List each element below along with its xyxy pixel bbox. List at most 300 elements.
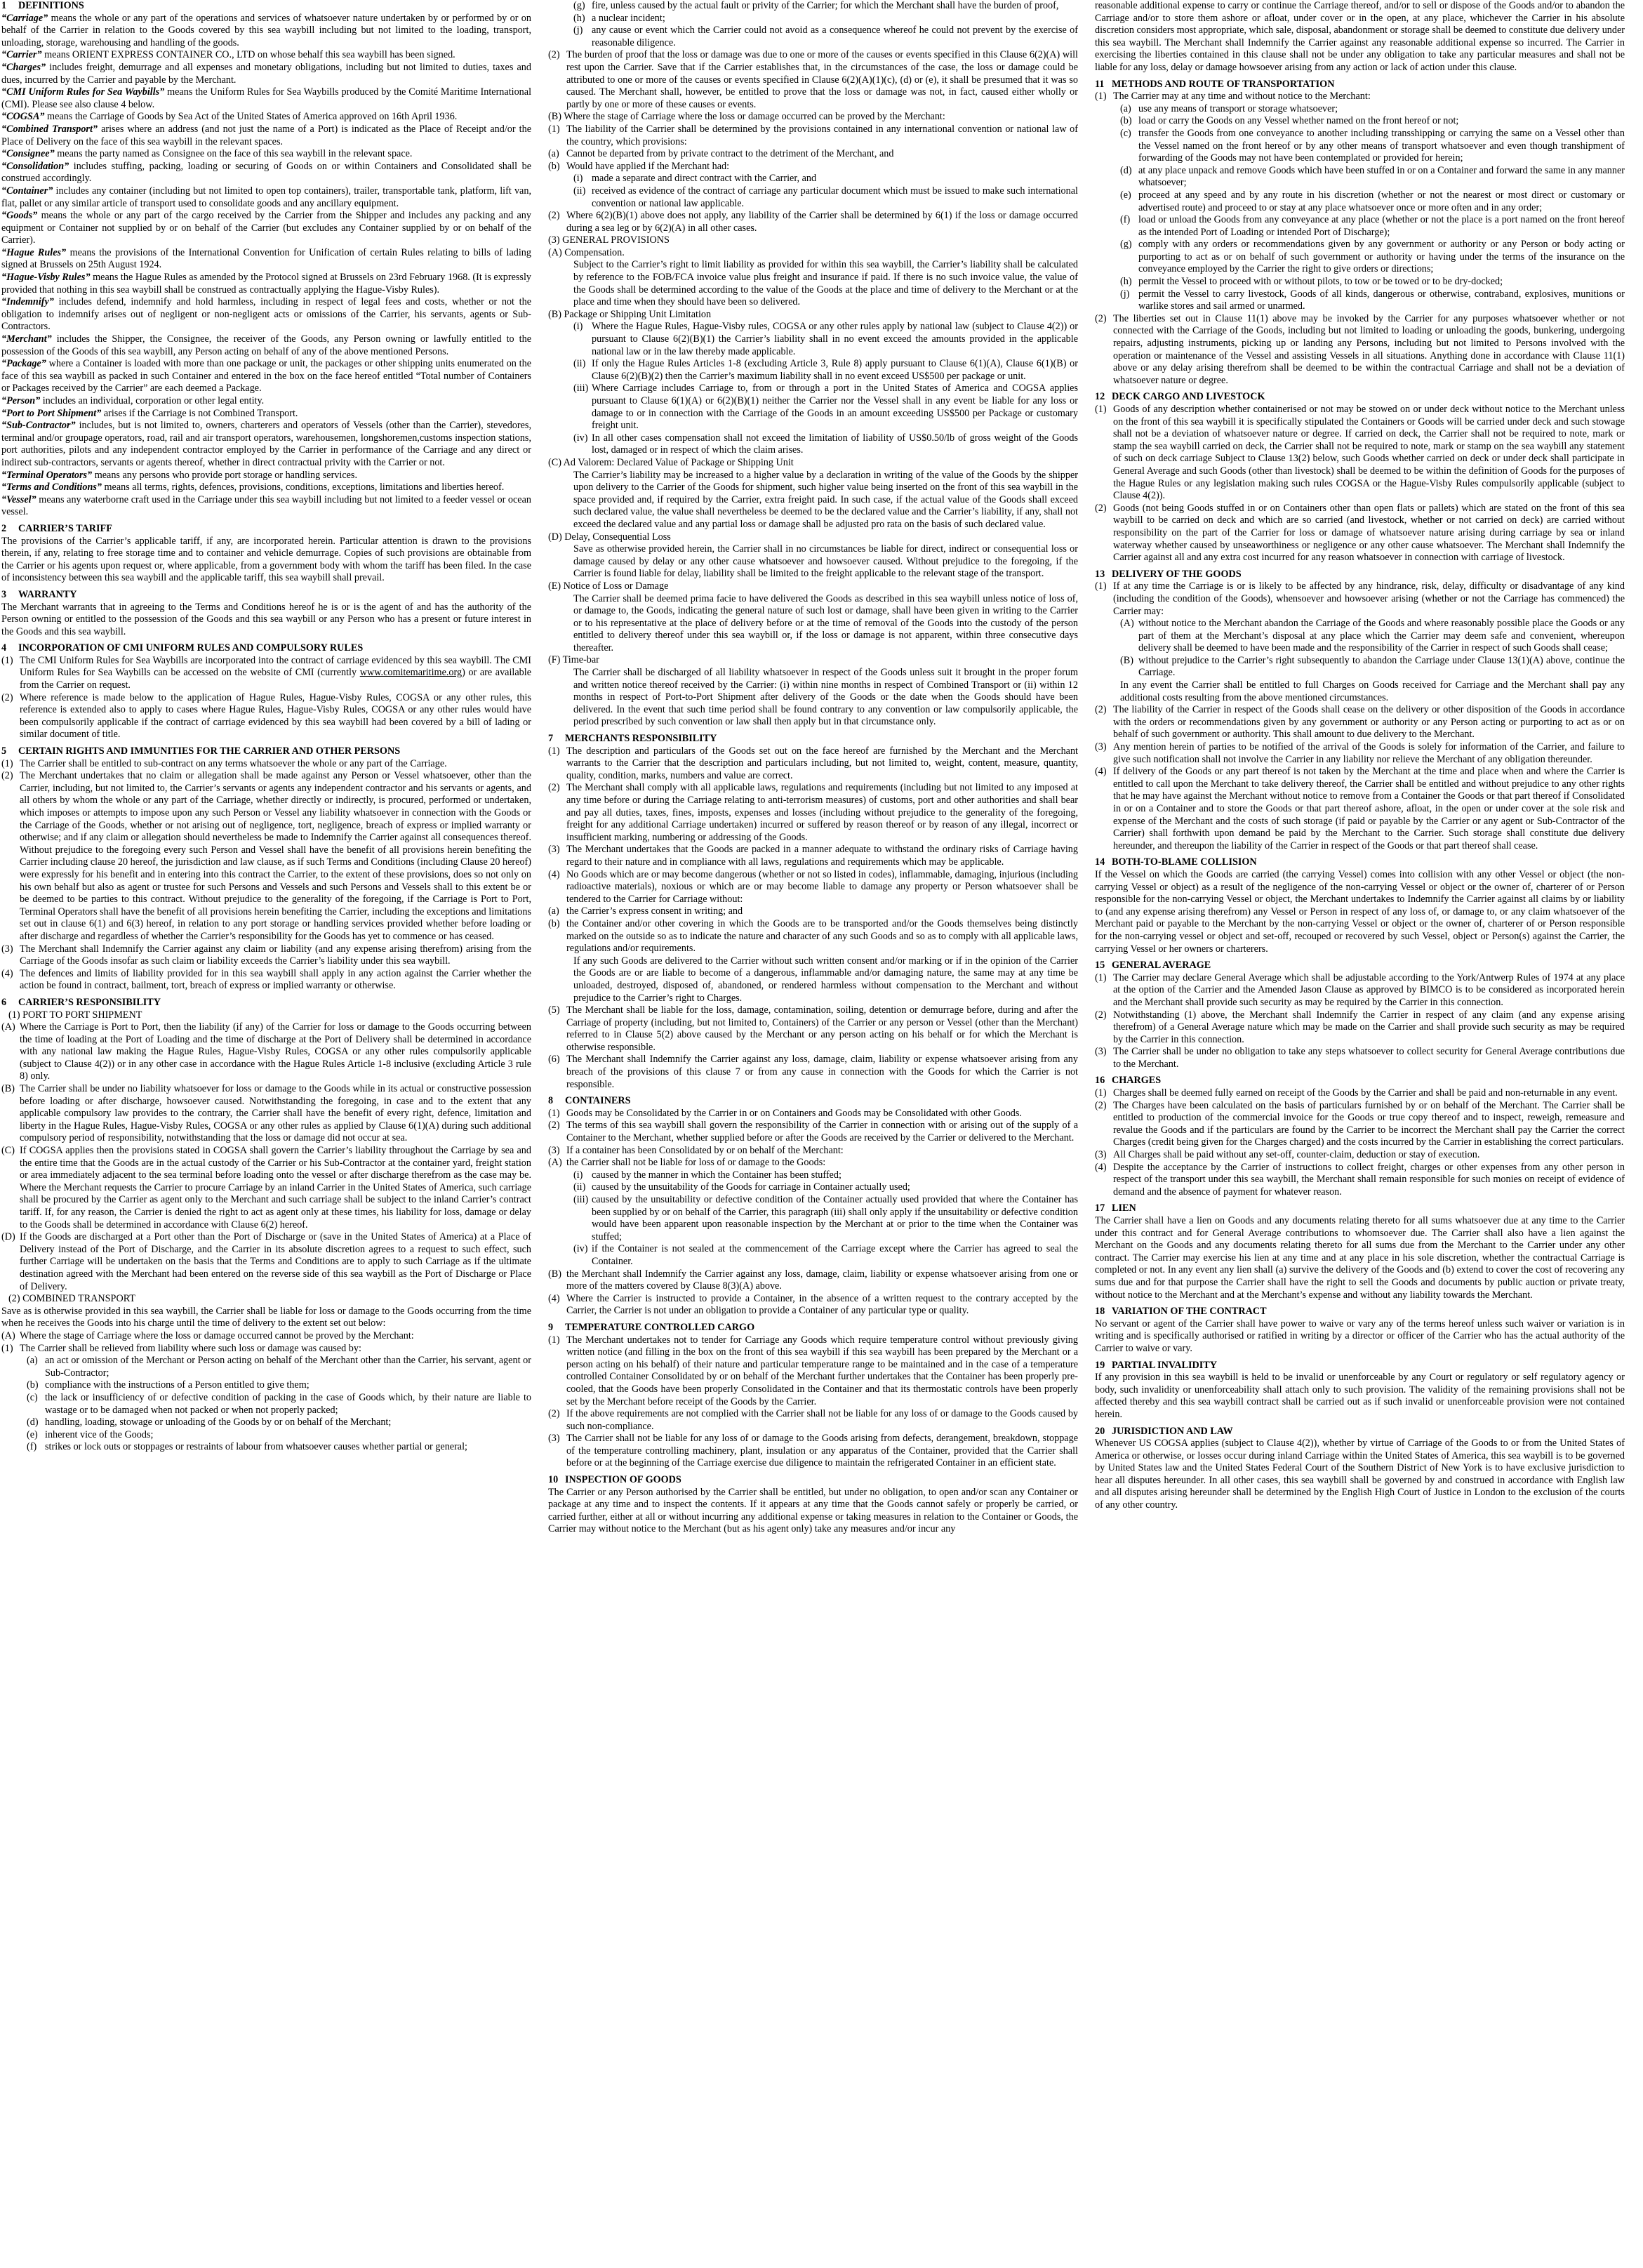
- sub-clause-label: (A): [1, 1021, 15, 1033]
- clause-9: [548, 1322, 1078, 1470]
- definition-entry: [1, 470, 531, 482]
- clause-number: 1: [1, 0, 7, 11]
- defined-term: “Vessel”: [1, 493, 36, 505]
- column-3: [1095, 0, 1625, 2268]
- clause-heading: [548, 733, 1078, 745]
- definition-entry: [1, 395, 531, 408]
- indented-paragraph: If any such Goods are delivered to the Carrier without such written consent and/or marking or if in the opinion of the Carrier the Goods are or are liable to become of a dangerous, inflammable and/or damaging nature, the same may at any time be unloaded, destroyed, disposed of, abandoned, or rendered harmless without compensation to the Merchant and without prejudice to the Carrier’s right to Charges.: [573, 955, 1078, 1004]
- defined-term: “Terminal Operators”: [1, 469, 93, 481]
- sub-clause-label: (f): [27, 1441, 37, 1453]
- sub-clause: [1095, 618, 1625, 655]
- sub-clause-label: (3): [1095, 741, 1107, 753]
- clause-number: 5: [1, 745, 7, 757]
- sub-heading: (2) COMBINED TRANSPORT: [8, 1293, 135, 1305]
- indented-paragraph: The Carrier’s liability may be increased to a higher value by a declaration in writing of the value of the Goods by the shipper upon delivery to the Carrier of the Goods for shipment, such higher value being inserted on the front of this sea waybill in the space provided and, if required by the Carrier, extra freight paid. In such case, if the actual value of the Goods shall exceed such declared value, the value shall nevertheless be deemed to be the declared value and the Carrier’s liability, if any, shall not exceed the declared value and any partial loss or damage shall be adjusted pro rata on the basis of such declared value.: [573, 469, 1078, 530]
- column-2: [548, 0, 1078, 2268]
- sub-heading: (C) Ad Valorem: Declared Value of Package or Shipping Unit: [548, 456, 794, 468]
- sub-clause: [548, 0, 1078, 13]
- sub-clause-label: (D): [1, 1231, 15, 1243]
- clause-heading: [1095, 1426, 1625, 1438]
- clause-title: JURISDICTION AND LAW: [1112, 1425, 1233, 1437]
- defined-term: “Container”: [1, 185, 53, 197]
- sub-clause-text: Where the Carriage is Port to Port, then the liability (if any) of the Carrier for loss or damage to the Goods occurring between the time of loading at the Port of Loading and the time of discharge at the Port of Delivery shall be determined in accordance with any national law making the Hague Rules, Hague-Visby Rules, COGSA or any other rules compulsorily applicable (subject to Clause 4(2)) or in any other case in accordance with the Hague Rules Article 1-8 inclusive (excluding Article 3 rule 8) only.: [20, 1021, 531, 1082]
- sub-clause: [1, 692, 531, 741]
- definition-text: arises where an address (and not just the name of a Port) is indicated as the Place of Receipt and/or the Place of Delivery on the face of this sea waybill in the relevant spaces.: [1, 123, 531, 147]
- clause-title: CONTAINERS: [565, 1095, 631, 1107]
- definition-entry: [1, 148, 531, 161]
- sub-clause-label: (2): [548, 49, 560, 61]
- sub-clause-label: (3): [1095, 1149, 1107, 1161]
- sub-clause: [1095, 115, 1625, 128]
- sub-clause-label: (iv): [573, 1243, 588, 1255]
- sub-clause: [548, 1268, 1078, 1293]
- clause-number: 4: [1, 642, 7, 654]
- sub-clause-text: proceed at any speed and by any route in his discretion (whether or not the nearest or most direct or customary or advertised route) and proceed to or stay at any place whatsoever once or more often and in any order;: [1138, 189, 1625, 213]
- sub-clause-label: (1): [548, 1107, 560, 1119]
- sub-clause-label: (4): [548, 1292, 560, 1304]
- definition-text: means the whole or any part of the operations and services of whatsoever nature undertaken by or performed by or on behalf of the Carrier in relation to the Goods covered by this sea waybill including but not limited to the loading, transport, unloading, storage, warehousing and handling of the goods.: [1, 12, 531, 48]
- sub-clause-text: No Goods which are or may become dangerous (whether or not so listed in codes), inflammable, damaging, injurious (including radioactive materials), noxious or which are or may become liable to damage any property or Person whatsoever shall be tendered to the Carrier for Carriage without:: [566, 868, 1078, 905]
- sub-clause-text: Where the Carrier is instructed to provide a Container, in the absence of a written request to the contrary accepted by the Carrier, the Carrier is not under an obligation to provide a Container of any particular type or quality.: [566, 1292, 1078, 1317]
- sub-clause-text: The Merchant undertakes not to tender for Carriage any Goods which require temperature control without previously giving written notice (and filling in the box on the front of this sea waybill if this sea waybill has been prepared by the Merchant or a person acting on his behalf) of their nature and particular temperature range to be maintained and in the case of a temperature controlled Container Consolidated by or on behalf of the Merchant further undertakes that the Container has been properly pre-cooled, that the Goods have been properly Consolidated in the Container and that its thermostatic controls have been properly set by the Merchant before receipt of the Goods by the Carrier.: [566, 1334, 1078, 1407]
- sub-clause-text: handling, loading, stowage or unloading of the Goods by or on behalf of the Merchant;: [45, 1417, 392, 1428]
- sub-clause: [1095, 1087, 1625, 1100]
- clause-continuation: [548, 0, 1078, 729]
- sub-clause-text: the Container and/or other covering in which the Goods are to be transported and/or the Goods themselves being distinctly marked on the outside so as to indicate the nature and character of any such Goods and so as to comply with all applicable laws, regulations and/or requirements.: [566, 917, 1078, 955]
- sub-clause-text: any cause or event which the Carrier could not avoid as a consequence whereof he could not prevent by the exercise of reasonable diligence.: [592, 25, 1078, 48]
- sub-clause: [1095, 103, 1625, 116]
- sub-clause-label: (b): [27, 1379, 39, 1391]
- sub-clause: [548, 1334, 1078, 1409]
- sub-clause-label: (1): [548, 123, 560, 135]
- sub-clause-label: (2): [1, 691, 13, 703]
- sub-clause: [548, 1181, 1078, 1194]
- defined-term: “Hague Rules”: [1, 246, 67, 258]
- sub-clause: [548, 185, 1078, 210]
- sub-clause-text: Would have applied if the Merchant had:: [566, 160, 730, 172]
- sub-clause-text: an act or omission of the Merchant or Person acting on behalf of the Merchant other than the Carrier, his servant, agent or Sub-Contractor;: [45, 1355, 531, 1379]
- sub-clause: [548, 1004, 1078, 1054]
- clause-2: [1, 523, 531, 585]
- sub-clause-label: (b): [1120, 115, 1132, 127]
- definition-text: means the provisions of the International Convention for Unification of certain Rules relating to bills of lading signed at Brussels on 25th August 1924.: [1, 246, 531, 271]
- sub-clause-label: (c): [27, 1391, 38, 1403]
- sub-clause-text: The Carrier shall be under no liability whatsoever for loss or damage to the Goods while in its actual or constructive possession before loading or after discharge, howsoever caused. Notwithstanding the foregoing, in case and to the extent that any applicable compulsory law provides to the contrary, the Carrier shall have the benefit of every right, defence, limitation and liberty in the Hague Rules, Hague-Visby Rules, COGSA or any other rules as applied by Clause 6(1)(A) during such additional compulsory period of responsibility, notwithstanding that the loss or damage did not occur at sea.: [20, 1083, 531, 1144]
- clause-title: PARTIAL INVALIDITY: [1112, 1359, 1217, 1371]
- sub-clause: [1, 758, 531, 771]
- indented-paragraph: Subject to the Carrier’s right to limit liability as provided for within this sea waybill, the Carrier’s liability shall be calculated by reference to the FOB/FCA invoice value plus freight and insurance if paid. If there is no such invoice value, the value of the Goods shall be determined according to the value of the Goods at the place and time of delivery to the Merchant or at the place and time when they should have been so delivered.: [573, 259, 1078, 308]
- definition-entry: [1, 185, 531, 210]
- sub-clause-label: (B): [548, 1268, 561, 1280]
- sub-clause: [548, 918, 1078, 955]
- definition-text: means any waterborne craft used in the Carriage under this sea waybill including but not limited to a feeder vessel or ocean vessel.: [1, 493, 531, 518]
- sub-clause: [548, 321, 1078, 358]
- definition-text: includes stuffing, packing, loading or securing of Goods on or within Containers and Consolidated shall be construed accordingly.: [1, 160, 531, 185]
- defined-term: “Port to Port Shipment”: [1, 407, 102, 419]
- defined-term: “Terms and Conditions”: [1, 482, 102, 493]
- sub-clause-label: (1): [1, 654, 13, 666]
- definition-entry: [1, 49, 531, 62]
- sub-clause-label: (1): [548, 1334, 560, 1346]
- sub-clause-label: (f): [1120, 214, 1131, 226]
- clause-3: [1, 589, 531, 638]
- sub-clause-text: The defences and limits of liability provided for in this sea waybill shall apply in any action against the Carrier whether the action be found in contract, bailment, tort, breach of express or implied warranty or otherwise.: [20, 967, 531, 992]
- sub-clause: [1095, 313, 1625, 387]
- sub-clause-label: (A): [548, 1157, 562, 1169]
- sub-clause-label: (5): [548, 1004, 560, 1016]
- sub-clause: [1095, 972, 1625, 1009]
- clause-17: [1095, 1202, 1625, 1301]
- defined-term: “Goods”: [1, 210, 38, 222]
- sub-clause: [1, 1343, 531, 1355]
- sub-clause-label: (1): [1, 1342, 13, 1354]
- sub-clause-text: Goods of any description whether containerised or not may be stowed on or under deck without notice to the Merchant unless on the front of this sea waybill it is specifically stipulated the Containers or Goods will be carried under deck and such stowage shall not be a deviation of whatsoever nature or degree. If carried on deck, the Carrier shall not be required to note, mark or stamp the sea waybill carried on deck, the Carrier shall not be required to note, mark or stamp on the sea waybill any statement of such on deck carriage Subject to Clause 13(2) below, such Goods whether carried on deck or under deck shall participate in General Average and such Goods (other than livestock) shall be deemed to be within the definition of Goods for the purposes of the Hague Rules or any legislation making such rules COGSA or the Hague-Visby Rules compulsorily applicable (subject to Clause 4(2)).: [1113, 404, 1625, 502]
- sub-clause: [1095, 1162, 1625, 1199]
- sub-clause: [1, 1083, 531, 1145]
- sub-clause: [1095, 190, 1625, 214]
- sub-clause-text: If COGSA applies then the provisions stated in COGSA shall govern the Carrier’s liability throughout the Carriage by sea and the entire time that the Goods are in the actual custody of the Carrier or his Sub-Contractor at the container yard, freight station or area immediately adjacent to the sea terminal before loading onto the vessel or after discharge therefrom as the case may be. Where the Merchant requests the Carrier to procure Carriage by an inland Carrier in the United States of America, such carriage shall be procured by the Carrier as agent only to the Merchant and such carriage shall be subject to the inland Carrier’s contract tariff. If, for any reason, the Carrier is denied the right to act as agent only at these times, his liability for loss, damage or delay to the Goods shall be determined in accordance with Clause 6(2) hereof.: [20, 1145, 531, 1231]
- definition-entry: [1, 333, 531, 358]
- sub-clause: [1095, 1046, 1625, 1070]
- sub-clause: [548, 173, 1078, 185]
- sub-clause-text: Cannot be departed from by private contract to the detriment of the Merchant, and: [566, 148, 894, 160]
- sub-clause-text: The CMI Uniform Rules for Sea Waybills are incorporated into the contract of carriage evidenced by this sea waybill. The CMI Uniform Rules for Sea Waybills can be accessed on the website of CMI (currently www.comitemaritime.org) or are available from the Carrier on request.: [20, 654, 531, 691]
- sub-clause-text: a nuclear incident;: [592, 12, 665, 24]
- sub-clause: [1, 1429, 531, 1442]
- sub-clause-label: (ii): [573, 185, 586, 197]
- sub-clause-text: fire, unless caused by the actual fault or privity of the Carrier; for which the Merchant shall have the burden of proof,: [592, 0, 1059, 11]
- clause-title: METHODS AND ROUTE OF TRANSPORTATION: [1112, 78, 1335, 90]
- clause-number: 16: [1095, 1075, 1105, 1087]
- clause-heading: [1095, 960, 1625, 972]
- sub-clause: [1095, 503, 1625, 564]
- sub-clause-text: the Merchant shall Indemnify the Carrier against any loss, damage, claim, liability or expense whatsoever arising from one or more of the matters covered by Clause 8(3)(A) above.: [566, 1268, 1078, 1292]
- clause-heading: [1095, 79, 1625, 91]
- clause-11: [1095, 79, 1625, 387]
- clause-heading: [1, 523, 531, 536]
- sub-clause-label: (4): [1095, 766, 1107, 778]
- sub-clause: [1095, 1100, 1625, 1149]
- clause-title: MERCHANTS RESPONSIBILITY: [565, 733, 717, 745]
- sub-clause-text: If the Goods are discharged at a Port other than the Port of Discharge or (save in the United States of America) at a Place of Delivery instead of the Port of Discharge, and the Carrier in its absolute discretion agrees to a request to such effect, such further Carriage will be undertaken on the basis that the Terms and Conditions are to apply to such Carriage as if the ultimate destination agreed with the Merchant had been entered on the reverse side of this sea waybill as the Port of Discharge or Place of Delivery.: [20, 1231, 531, 1292]
- sub-clause: [548, 1408, 1078, 1433]
- sub-clause-label: (2): [548, 1408, 560, 1420]
- sub-clause-text: permit the Vessel to proceed with or without pilots, to tow or be towed or to be dry-docked;: [1138, 276, 1503, 288]
- sub-clause-label: (a): [27, 1355, 38, 1367]
- sub-clause-text: the Carrier’s express consent in writing; and: [566, 906, 743, 917]
- definition-text: means ORIENT EXPRESS CONTAINER CO., LTD on whose behalf this sea waybill has been signed.: [41, 49, 455, 61]
- sub-clause-text: The Carrier shall be under no obligation to take any steps whatsoever to collect security for General Average contributions due to the Merchant.: [1113, 1046, 1625, 1070]
- sub-clause-text: The Carrier shall be relieved from liability where such loss or damage was caused by:: [20, 1342, 361, 1354]
- definition-entry: [1, 247, 531, 272]
- clause-number: 12: [1095, 391, 1105, 403]
- paragraph: reasonable additional expense to carry or continue the Carriage thereof, and/or to sell or dispose of the Goods and/or to abandon the Carriage and/or to store them ashore or afloat, under cover or in the open, at any place, whichever the Carrier in his absolute discretion considers most appropriate, which sale, disposal, abandonment or storage shall be deemed to constitute due delivery under this sea waybill. The Merchant shall Indemnify the Carrier against any reasonable additional expense so incurred. The Carrier in exercising the liberties contained in this clause shall not be under any obligation to take any particular measures and shall not be liable for any loss, delay or damage howsoever arising from any action or lack of action under this clause.: [1095, 0, 1625, 73]
- cmi-website-link[interactable]: www.comitemaritime.org: [359, 667, 463, 679]
- paragraph: Save as is otherwise provided in this sea waybill, the Carrier shall be liable for loss or damage to the Goods occurring from the time when he receives the Goods into his charge until the time of delivery to the extent set out below:: [1, 1305, 531, 1329]
- clause-number: 6: [1, 996, 7, 1008]
- sub-clause: [548, 1120, 1078, 1144]
- defined-term: “CMI Uniform Rules for Sea Waybills”: [1, 86, 165, 98]
- sub-clause-text: The description and particulars of the Goods set out on the face hereof are furnished by the Merchant and the Merchant warrants to the Carrier that the description and particulars including, but not limited to, weight, content, measure, quantity, quality, condition, marks, numbers and value are correct.: [566, 745, 1078, 781]
- clause-heading: [548, 1095, 1078, 1108]
- definition-text: means the Hague Rules as amended by the Protocol signed at Brussels on 23rd February 1968. (It is expressly provided that nothing in this sea waybill shall be construed as contractually applying the Hague-Visby Rules).: [1, 272, 531, 296]
- clause-6: [1, 997, 531, 1454]
- sub-clause: [548, 1157, 1078, 1169]
- clause-4: [1, 642, 531, 741]
- clause-18: [1095, 1306, 1625, 1355]
- sub-clause-text: the lack or insufficiency of or defective condition of packing in the case of Goods which, by their nature are liable to wastage or to be damaged when not packed or when not properly packed;: [45, 1391, 531, 1416]
- paragraph: Whenever US COGSA applies (subject to Clause 4(2)), whether by virtue of Carriage of the Goods to or from the United States of America or otherwise, or losses occur during inland Carriage within the United States of America, this sea waybill is to be governed by United States law and the United States Federal Court of the Southern District of New York is to have exclusive jurisdiction to hear all disputes hereunder. In all other cases, this sea waybill shall be governed by and construed in accordance with English law and all disputes arising hereunder shall be determined by the English High Court of Justice in London to the exclusion of the courts of any other country.: [1095, 1438, 1625, 1511]
- sub-clause-label: (4): [1, 967, 13, 979]
- sub-clause-label: (4): [548, 868, 560, 880]
- sub-clause: [1, 1021, 531, 1083]
- sub-clause-text: without notice to the Merchant abandon the Carriage of the Goods and where reasonably possible place the Goods or any part of them at the Merchant’s disposal at any place which the Carrier may deem safe and convenient, whereupon delivery shall be deemed to have been made and the responsibility of the Carrier in respect of such Goods shall cease;: [1138, 618, 1625, 654]
- definition-text: means all terms, rights, defences, provisions, conditions, exceptions, limitations and liberties hereof.: [101, 482, 505, 493]
- definition-entry: [1, 86, 531, 111]
- definition-entry: [1, 62, 531, 86]
- clause-5: [1, 745, 531, 993]
- sub-clause-label: (iii): [573, 383, 589, 394]
- clause-number: 14: [1095, 856, 1105, 868]
- sub-clause: [1095, 214, 1625, 239]
- definition-text: includes defend, indemnify and hold harmless, including in respect of legal fees and costs, whether or not the obligation to indemnify arises out of negligent or non-negligent acts or omissions of the Carrier, his servants, agents or Sub-Contractors.: [1, 296, 531, 333]
- defined-term: “Charges”: [1, 61, 46, 73]
- sub-clause: [1095, 289, 1625, 313]
- defined-term: “Merchant”: [1, 333, 52, 345]
- sub-clause: [1, 1417, 531, 1429]
- sub-heading: (B) Where the stage of Carriage where the loss or damage occurred can be proved by the Merchant:: [548, 111, 945, 123]
- defined-term: “Carriage”: [1, 12, 48, 24]
- sub-clause-label: (e): [1120, 189, 1131, 201]
- clause-number: 18: [1095, 1306, 1105, 1318]
- definition-entry: [1, 482, 531, 494]
- sub-heading: (F) Time-bar: [548, 654, 599, 666]
- clause-title: DECK CARGO AND LIVESTOCK: [1112, 391, 1265, 403]
- sub-clause-text: made a separate and direct contract with the Carrier, and: [592, 173, 817, 185]
- sub-clause-label: (1): [1095, 404, 1107, 415]
- clause-title: CERTAIN RIGHTS AND IMMUNITIES FOR THE CARRIER AND OTHER PERSONS: [18, 745, 401, 757]
- definition-text: means the Carriage of Goods by Sea Act of the United States of America approved on 16th April 1936.: [44, 111, 458, 123]
- sub-clause-text: The Merchant shall Indemnify the Carrier against any loss, damage, claim, liability or expense whatsoever arising from any breach of the provisions of this clause 7 or from any cause in connection with the Goods for which the Carrier is not responsible.: [566, 1054, 1078, 1090]
- sub-clause-label: (i): [573, 173, 583, 185]
- sub-clause-text: caused by the unsuitability of the Goods for carriage in Container actually used;: [592, 1181, 910, 1193]
- sub-clause-text: load or unload the Goods from any conveyance at any place (whether or not the place is a port named on the front hereof as the intended Port of Loading or intended Port of Discharge);: [1138, 214, 1625, 238]
- sub-clause: [548, 49, 1078, 111]
- definition-text: means any persons who provide port storage or handling services.: [92, 469, 358, 481]
- sub-clause: [1095, 766, 1625, 852]
- sub-clause-text: transfer the Goods from one conveyance to another including transshipping or carrying the same on a Vessel other than the Vessel named on the front hereof or by any other means of transport whatsoever and even though transhipment of forwarding of the Goods may not have been contemplated or provided for herein;: [1138, 127, 1625, 164]
- sub-clause: [548, 869, 1078, 906]
- sub-clause-text: The Merchant undertakes that the Goods are packed in a manner adequate to withstand the ordinary risks of Carriage having regard to their nature and in compliance with all laws, regulations and requirements which may be applicable.: [566, 844, 1078, 868]
- paragraph: If the Vessel on which the Goods are carried (the carrying Vessel) comes into collision with any other Vessel or object (the non-carrying Vessel or object) as a result of the negligence of the non-carrying Vessel or object or the owner of, charterer of or Person responsible for the non-carrying Vessel or object, the Merchant undertakes to Indemnify the Carrier against all claims by or liability to (and any expense arising therefrom) any Vessel or Person in respect of any loss of, or damage to, or any claim whatsoever of the Merchant paid or payable to the Merchant by the non-carrying Vessel or object or the owner of, charterer of or Person responsible for the non-carrying vessel or object and set-off, recouped or recovered by such Vessel, object or Person(s) against the Carrier, the carrying Vessel or her owners or charterers.: [1095, 868, 1625, 955]
- defined-term: “Hague-Visby Rules”: [1, 272, 91, 284]
- clause-title: DEFINITIONS: [18, 0, 84, 11]
- sub-clause-label: (B): [1, 1083, 15, 1095]
- clause-heading: [1, 642, 531, 655]
- sub-clause-label: (2): [1, 770, 13, 782]
- sub-clause-label: (3): [1095, 1046, 1107, 1058]
- sub-clause-text: received as evidence of the contract of carriage any particular document which must be issued to make such international convention or national law applicable.: [592, 185, 1078, 209]
- sub-clause-label: (1): [548, 745, 560, 757]
- definition-text: means the Uniform Rules for Sea Waybills produced by the Comité Maritime International (CMI). Please see also clause 4 below.: [1, 86, 531, 110]
- sub-clause-label: (2): [548, 210, 560, 222]
- defined-term: “Package”: [1, 358, 46, 370]
- clause-continuation: [1095, 0, 1625, 74]
- definition-text: includes an individual, corporation or other legal entity.: [40, 395, 265, 406]
- sub-clause-text: The Merchant undertakes that no claim or allegation shall be made against any Person or Vessel whatsoever, other than the Carrier, including, but not limited to, the Carrier’s servants or agents any independent contractor and his servants or agents, and all others by whom the whole or any part of the Carriage, whether directly or indirectly, is procured, performed or undertaken, which imposes or attempts to impose upon any such Person or Vessel any liability whatsoever in connection with the Goods or the Carriage of the Goods, whether or not arising out of negligence, tort, negligence, breach of express or implied warranty or otherwise; and if any claim or allegation should nevertheless be made to Indemnify the Carrier against all consequences thereof. Without prejudice to the foregoing every such Person and Vessel shall have the benefit of all provisions herein benefiting the Carrier including clause 20 hereof, the jurisdiction and law clause, as if such Terms and Conditions (including Clause 20 hereof) were expressly for his benefit and in entering into this contract the Carrier, to the extent of these provisions, does so not only on his own behalf but also as agent or trustee for such Persons and Vessels and such Persons and Vessels shall to this extent be or be deemed to be parties to this contract. Without prejudice to the generality of the foregoing, if the Carriage is Port to Port, Terminal Operators shall have the benefit of all provisions herein benefiting the Carrier, including the exceptions and limitations set out in clause 6(1) and 6(3) hereof, in relation to any port storage or handling services provided whether before loading or after discharge and regardless of whether the Carrier’s responsibility for the Goods has yet to commence or has ceased.: [20, 770, 531, 942]
- clause-heading: [548, 1474, 1078, 1487]
- paragraph: If any provision in this sea waybill is held to be invalid or unenforceable by any Court or regulatory or self regulatory agency or body, such invalidity or unenforceability shall attach only to such provision. The validity of the remaining provisions shall not be affected thereby and this sea waybill contract shall be carried out as if such invalid or unenforceable provision were not contained herein.: [1095, 1372, 1625, 1420]
- clause-number: 3: [1, 588, 7, 600]
- clause-heading: [1, 0, 531, 13]
- sub-clause-label: (a): [548, 148, 559, 160]
- clause-heading: [1, 589, 531, 602]
- clause-title: TEMPERATURE CONTROLLED CARGO: [565, 1321, 755, 1333]
- sub-clause-label: (B): [1120, 654, 1133, 666]
- indented-paragraph: Save as otherwise provided herein, the Carrier shall in no circumstances be liable for direct, indirect or consequential loss or damage caused by delay or any other cause whatsoever and howsoever caused. Without prejudice to the foregoing, if the Carrier is found liable for delay, liability shall be limited to the freight applicable to the relevant stage of the transport.: [573, 543, 1078, 580]
- clause-13: [1095, 569, 1625, 853]
- sub-clause-label: (iii): [573, 1194, 589, 1205]
- definition-text: includes freight, demurrage and all expenses and monetary obligations, including but not limited to duties, taxes and dues, incurred by the Carrier and payable by the Merchant.: [1, 61, 531, 86]
- sub-clause-label: (g): [1120, 239, 1132, 251]
- clause-7: [548, 733, 1078, 1091]
- sub-heading: (D) Delay, Consequential Loss: [548, 531, 671, 543]
- sub-clause: [548, 1145, 1078, 1158]
- sub-clause: [548, 432, 1078, 457]
- sub-clause: [548, 1169, 1078, 1182]
- sub-clause-label: (3): [548, 1433, 560, 1445]
- clause-8: [548, 1095, 1078, 1318]
- sub-clause-label: (1): [1, 757, 13, 769]
- defined-term: “COGSA”: [1, 111, 45, 123]
- sub-clause-label: (e): [27, 1428, 38, 1440]
- sub-clause: [548, 1194, 1078, 1243]
- sub-clause-text: If delivery of the Goods or any part thereof is not taken by the Merchant at the time and place when and where the Carrier is entitled to call upon the Merchant to take delivery thereof, the Carrier shall be entitled and without prejudice to any other rights that he may have against the Merchant without notice to remove from a Container the Goods or that part thereof if Consolidated in or on a Container and to store the Goods or that part thereof ashore, afloat, in the open or under cover at the sole risk and expense of the Merchant and the costs of such storage (if paid or payable by the Carrier or any agent or Sub-Contractor of the Carrier) shall forthwith upon demand be paid by the Merchant to the Carrier. Such storage shall constitute due delivery hereunder, and thereupon the liability of the Carrier in respect of the Goods or that part thereof shall cease.: [1113, 766, 1625, 851]
- sub-clause-label: (2): [1095, 312, 1107, 324]
- sub-clause: [548, 358, 1078, 383]
- sub-clause-text: If only the Hague Rules Articles 1-8 (excluding Article 3, Rule 8) apply pursuant to Clause 6(1)(A), Clause 6(1)(B) or Clause 6(2)(B)(2) then the Carrier’s maximum liability shall in no event exceed US$500 per package or unit.: [592, 358, 1078, 382]
- sub-clause-label: (ii): [573, 1181, 586, 1193]
- sub-clause-text: The Carrier may at any time and without notice to the Merchant:: [1113, 91, 1371, 102]
- clause-title: CARRIER’S TARIFF: [18, 522, 112, 534]
- sub-clause-text: The Carrier may declare General Average which shall be adjustable according to the York/Antwerp Rules of 1974 at any place at the option of the Carrier and the Amended Jason Clause as approved by BIMCO is to be considered as incorporated herein and the Merchant shall provide such security as may be required by the Carrier in this connection.: [1113, 971, 1625, 1008]
- clause-heading: [1095, 391, 1625, 404]
- definition-text: where a Container is loaded with more than one package or unit, the packages or other shipping units enumerated on the face of this sea waybill as packed in such Container and entered in the box on the face hereof entitled “Total number of Containers or Packages received by the Carrier” are each deemed a Package.: [1, 358, 531, 394]
- sub-clause-text: The Merchant shall be liable for the loss, damage, contamination, soiling, detention or demurrage before, during and after the Carriage of property (including, but not limited to, Containers) of the Carrier or any person or Vessel (other than the Merchant) referred to in Clause 5(2) above caused by the Merchant or any person acting on his behalf or for which the Merchant is otherwise responsible.: [566, 1004, 1078, 1053]
- sub-clause-text: Where reference is made below to the application of Hague Rules, Hague-Visby Rules, COGSA or any other rules, this reference is extended also to apply to cases where Hague Rules, Hague-Visby Rules, COGSA or any other rules would have been compulsorily applicable if the contract of carriage evidenced by this sea waybill had been covered by a bill of lading or similar document of title.: [20, 691, 531, 741]
- definition-text: includes the Shipper, the Consignee, the receiver of the Goods, any Person owning or lawfully entitled to the possession of the Goods of this sea waybill, any Person acting on behalf of any of the above mentioned Persons.: [1, 333, 531, 357]
- sub-clause-text: Despite the acceptance by the Carrier of instructions to collect freight, charges or other expenses from any other person in respect of the transport under this sea waybill, the Merchant shall remain responsible for such monies on receipt of evidence of demand and the absence of payment for whatever reason.: [1113, 1161, 1625, 1198]
- clause-number: 15: [1095, 960, 1105, 971]
- clause-heading: [1, 997, 531, 1009]
- paragraph: The provisions of the Carrier’s applicable tariff, if any, are incorporated herein. Particular attention is drawn to the provisions therein, if any, relating to free storage time and to container and vehicle demurrage. Copies of such provisions are obtainable from the Carrier or his agents upon request or, where applicable, from a government body with whom the tariff has been filed. In the case of inconsistency between this sea waybill and the applicable tariff, this sea waybill shall prevail.: [1, 535, 531, 584]
- defined-term: “Combined Transport”: [1, 123, 98, 135]
- sub-clause: [548, 745, 1078, 783]
- sub-clause-label: (6): [548, 1054, 560, 1066]
- definition-entry: [1, 408, 531, 420]
- clause-number: 17: [1095, 1202, 1105, 1214]
- sub-heading: (E) Notice of Loss or Damage: [548, 580, 669, 592]
- sub-clause-text: If at any time the Carriage is or is likely to be affected by any hindrance, risk, delay, difficulty or disadvantage of any kind (including the condition of the Goods), whensoever and howsoever arising (whether or not the Carriage has commenced) the Carrier may:: [1113, 581, 1625, 617]
- sub-clause-label: (d): [1120, 164, 1132, 176]
- sub-clause-label: (C): [1, 1145, 15, 1157]
- sub-clause-text: All Charges shall be paid without any set-off, counter-claim, deduction or stay of execution.: [1113, 1149, 1480, 1161]
- clause-heading: [1095, 1202, 1625, 1215]
- sub-clause-label: (c): [1120, 127, 1131, 139]
- clause-title: LIEN: [1112, 1202, 1136, 1214]
- sub-clause: [1095, 276, 1625, 289]
- sub-clause-text: If the above requirements are not complied with the Carrier shall not be liable for any loss of or damage to the Goods caused by such non-compliance.: [566, 1408, 1078, 1432]
- definition-entry: [1, 296, 531, 333]
- defined-term: “Sub-Contractor”: [1, 420, 76, 432]
- sub-clause-text: The Carrier shall be entitled to sub-contract on any terms whatsoever the whole or any part of the Carriage.: [20, 757, 447, 769]
- sub-clause-text: Notwithstanding (1) above, the Merchant shall Indemnify the Carrier in respect of any claim (and any expense arising therefrom) of a General Average nature which may be made on the Carrier and shall provide such security as may be required by the Carrier in this connection.: [1113, 1009, 1625, 1045]
- sub-clause-label: (A): [1120, 618, 1134, 630]
- sub-clause-label: (2): [1095, 502, 1107, 514]
- sub-clause-text: Goods (not being Goods stuffed in or on Containers other than open flats or pallets) which are stated on the front of this sea waybill to be carried on deck and which are so carried (and livestock, whether or not carried on deck) are carried without responsibility on the part of the Carrier for loss or damage of whatsoever nature arising during carriage by sea or inland waterway whether caused by unseaworthiness or negligence or any other cause whatsoever. The Merchant shall Indemnify the Carrier against all and any extra cost incurred for any reason whatsoever in connection with carriage of livestock.: [1113, 502, 1625, 564]
- sub-clause: [1, 770, 531, 943]
- sub-clause: [1095, 581, 1625, 618]
- clause-heading: [1095, 1075, 1625, 1087]
- sub-clause-text: The liability of the Carrier shall be determined by the provisions contained in any international convention or national law of the country, which provisions:: [566, 123, 1078, 147]
- definition-text: means the party named as Consignee on the face of this sea waybill in the relevant space.: [54, 148, 413, 160]
- defined-term: “Consolidation”: [1, 160, 69, 172]
- sub-clause-label: (2): [1095, 1009, 1107, 1021]
- sub-heading: (A) Compensation.: [548, 246, 625, 258]
- clause-number: 10: [548, 1474, 559, 1486]
- sub-clause-label: (i): [573, 1169, 583, 1181]
- sub-clause-text: comply with any orders or recommendations given by any government or authority or any Person or body acting or purporting to act as or on behalf of such government or authority or having under the terms of the insurance on the conveyance employed by the Carrier the right to give orders or directions;: [1138, 239, 1625, 275]
- sub-clause-text: caused by the manner in which the Container has been stuffed;: [592, 1169, 842, 1181]
- sub-clause: [548, 1293, 1078, 1318]
- sub-clause-text: The liability of the Carrier in respect of the Goods shall cease on the delivery or other disposition of the Goods in accordance with the orders or recommendations given by any government or authority or any Person acting or purporting to act as or on behalf of such government or authority. This shall amount to due delivery to the Merchant.: [1113, 704, 1625, 741]
- sub-clause-text: The Charges have been calculated on the basis of particulars furnished by or on behalf of the Merchant. The Carrier shall be entitled to production of the commercial invoice for the Goods or true copy thereof and to inspect, reweigh, remeasure and revalue the Goods and if the particulars are found by the Carrier to be incorrect the Merchant shall pay the Carrier the correct Charges (credit being given for the Charges charged) and the costs incurred by the Carrier in establishing the correct particulars.: [1113, 1099, 1625, 1148]
- sub-clause-label: (1): [1095, 581, 1107, 592]
- sub-clause-text: Where Carriage includes Carriage to, from or through a port in the United States of America and COGSA applies pursuant to Clause 6(1)(A) or 6(2)(B)(1) neither the Carrier nor the Vessel shall in any event be liable for any loss or damage to or in connection with the Carriage of the Goods in an amount exceeding US$500 per Package or customary freight unit.: [592, 383, 1078, 432]
- definition-text: includes, but is not limited to, owners, charterers and operators of Vessels (other than the Carrier), stevedores, terminal and/or groupage operators, road, rail and air transport operators, warehousemen, longshoremen,customs inspection stations, port authorities, pilots and any independent contractor employed by the Carrier in performance of the Carriage and any direct or indirect sub-contractors, servants or agents thereof, whether in direct contractual privity with the Carrier or not.: [1, 420, 531, 468]
- sub-clause-label: (2): [548, 1120, 560, 1132]
- clause-heading: [1095, 1306, 1625, 1318]
- sub-clause-label: (h): [1120, 276, 1132, 288]
- sub-clause-text: Goods may be Consolidated by the Carrier in or on Containers and Goods may be Consolidated with other Goods.: [566, 1107, 1022, 1119]
- sub-clause-text: Charges shall be deemed fully earned on receipt of the Goods by the Carrier and shall be paid and non-returnable in any event.: [1113, 1087, 1618, 1099]
- sub-clause: [548, 210, 1078, 234]
- sub-clause: [548, 782, 1078, 844]
- sub-clause: [1, 1379, 531, 1392]
- sub-clause-label: (1): [1095, 1087, 1107, 1099]
- sub-clause-text: The burden of proof that the loss or damage was due to one or more of the causes or events specified in this Clause 6(2)(A) will rest upon the Carrier. Save that if the Carrier establishes that, in the circumstances of the case, the loss or damage could be attributed to one or more of the causes or events specified in Clause 6(2)(A)(1)(c), (d) or (e), it shall be presumed that it was so caused. The Merchant shall, however, be entitled to prove that the loss or damage was not, in fact, caused either wholly or partly by one or more of these causes or events.: [566, 49, 1078, 110]
- clause-number: 13: [1095, 568, 1105, 580]
- clause-heading: [1095, 1360, 1625, 1372]
- sub-clause-text: permit the Vessel to carry livestock, Goods of all kinds, dangerous or otherwise, contraband, explosives, munitions or warlike stores and sail armed or unarmed.: [1138, 288, 1625, 312]
- sub-clause: [548, 383, 1078, 432]
- clause-number: 9: [548, 1321, 554, 1333]
- sub-clause-text: Where the Hague Rules, Hague-Visby rules, COGSA or any other rules apply by national law (subject to Clause 4(2)) or pursuant to Clause 6(2)(B)(1) the Carrier’s liability shall in no event exceed the amounts provided in the applicable national law or in the law thereby made applicable.: [592, 321, 1078, 357]
- sub-clause-label: (h): [573, 12, 585, 24]
- sub-clause: [548, 1054, 1078, 1091]
- definition-entry: [1, 161, 531, 185]
- sub-clause-label: (iv): [573, 432, 588, 444]
- sub-clause: [1, 1355, 531, 1379]
- definition-entry: [1, 210, 531, 247]
- sub-clause-text: the Carrier shall not be liable for loss of or damage to the Goods:: [566, 1157, 826, 1169]
- paragraph: The Merchant warrants that in agreeing to the Terms and Conditions hereof he is or is the agent of and has the authority of the Person owning or entitled to the possession of the Goods and this sea waybill or any Person who has a present or future interest in the Goods and this sea waybill.: [1, 601, 531, 637]
- sub-clause-label: (3): [548, 844, 560, 856]
- clause-title: WARRANTY: [18, 588, 77, 600]
- defined-term: “Carrier”: [1, 49, 42, 61]
- sub-clause: [548, 148, 1078, 161]
- sub-clause-label: (j): [573, 25, 583, 37]
